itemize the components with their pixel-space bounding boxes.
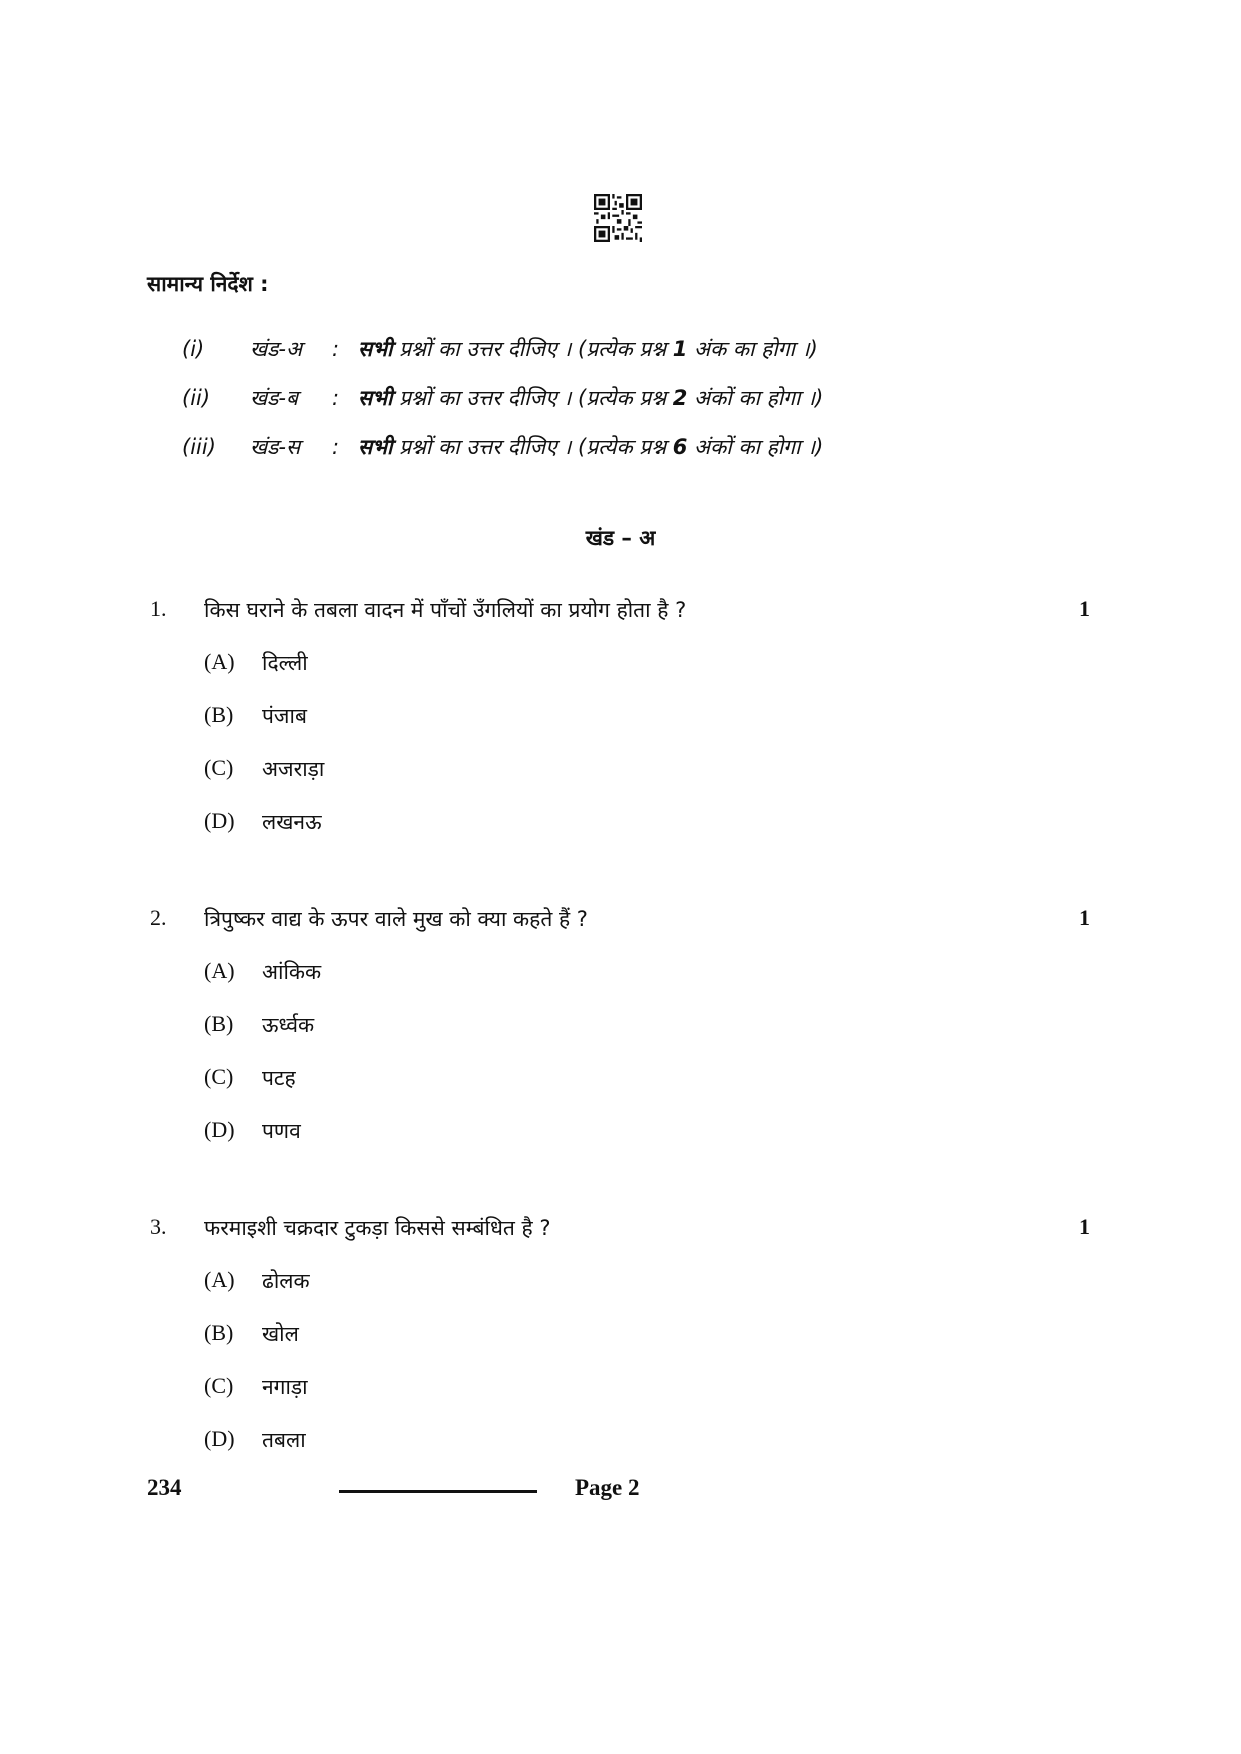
general-instructions-heading: सामान्य निर्देश : xyxy=(147,272,269,296)
option-label: (C) xyxy=(204,755,234,780)
question-number: 2. xyxy=(150,905,167,930)
option-a xyxy=(150,1267,1090,1297)
option-d xyxy=(150,1426,1090,1456)
option-label: (D) xyxy=(204,1117,235,1142)
page-number: Page 2 xyxy=(575,1475,640,1500)
instruction-marks: 6 xyxy=(672,435,688,459)
instruction-section: खंड-ब xyxy=(250,386,298,410)
instruction-bold: सभी xyxy=(358,435,393,459)
instruction-item xyxy=(182,335,818,363)
option-a xyxy=(150,958,1090,988)
option-text: पंजाब xyxy=(262,704,307,728)
instruction-marks: 1 xyxy=(672,337,688,361)
question-marks: 1 xyxy=(1079,1214,1090,1239)
instruction-number: (iii) xyxy=(182,435,216,459)
instruction-text-end: अंक का होगा ।) xyxy=(687,337,818,361)
question-marks: 1 xyxy=(1079,596,1090,621)
question-text: किस घराने के तबला वादन में पाँचों उँगलियों का प्रयोग होता है ? xyxy=(204,598,687,622)
instruction-text: प्रश्नों का उत्तर दीजिए । (प्रत्येक प्रश्न xyxy=(392,337,673,361)
option-a xyxy=(150,649,1090,679)
instruction-bold: सभी xyxy=(358,386,393,410)
option-label: (B) xyxy=(204,1011,234,1036)
paper-code: 234 xyxy=(147,1475,182,1500)
instruction-colon: : xyxy=(332,337,340,361)
option-text: लखनऊ xyxy=(262,810,322,834)
instruction-colon: : xyxy=(332,435,340,459)
instruction-number: (ii) xyxy=(182,386,211,410)
question-marks: 1 xyxy=(1079,905,1090,930)
instruction-colon: : xyxy=(332,386,340,410)
option-label: (D) xyxy=(204,1426,235,1451)
section-title: खंड – अ xyxy=(585,526,656,550)
instruction-text-end: अंकों का होगा ।) xyxy=(687,386,824,410)
instruction-text: प्रश्नों का उत्तर दीजिए । (प्रत्येक प्रश्न xyxy=(392,386,673,410)
option-text: नगाड़ा xyxy=(262,1375,308,1399)
option-text: अजराड़ा xyxy=(262,757,325,781)
qr-code-icon xyxy=(594,194,642,242)
option-text: आंकिक xyxy=(262,960,322,984)
question-number: 3. xyxy=(150,1214,167,1239)
option-label: (A) xyxy=(204,649,235,674)
question-text: त्रिपुष्कर वाद्य के ऊपर वाले मुख को क्या कहते हैं ? xyxy=(204,907,588,931)
instruction-item xyxy=(182,433,823,461)
question-line xyxy=(150,596,1090,626)
option-text: खोल xyxy=(262,1322,299,1346)
option-text: तबला xyxy=(262,1428,306,1452)
option-text: पणव xyxy=(262,1119,301,1143)
option-label: (D) xyxy=(204,808,235,833)
option-c xyxy=(150,1064,1090,1094)
question-2 xyxy=(150,905,1090,1147)
footer-divider xyxy=(339,1490,537,1493)
option-c xyxy=(150,755,1090,785)
option-d xyxy=(150,1117,1090,1147)
question-3 xyxy=(150,1214,1090,1456)
option-text: पटह xyxy=(262,1066,296,1090)
instruction-number: (i) xyxy=(182,337,205,361)
option-b xyxy=(150,702,1090,732)
question-line xyxy=(150,1214,1090,1244)
option-label: (A) xyxy=(204,958,235,983)
option-label: (C) xyxy=(204,1064,234,1089)
option-text: दिल्ली xyxy=(262,651,308,675)
instruction-item xyxy=(182,384,823,412)
option-b xyxy=(150,1011,1090,1041)
instruction-marks: 2 xyxy=(672,386,688,410)
question-line xyxy=(150,905,1090,935)
option-label: (B) xyxy=(204,702,234,727)
option-b xyxy=(150,1320,1090,1350)
option-label: (C) xyxy=(204,1373,234,1398)
option-c xyxy=(150,1373,1090,1403)
instruction-section: खंड-अ xyxy=(250,337,303,361)
question-1 xyxy=(150,596,1090,838)
instruction-bold: सभी xyxy=(358,337,393,361)
option-text: ढोलक xyxy=(262,1269,310,1293)
option-d xyxy=(150,808,1090,838)
instruction-section: खंड-स xyxy=(250,435,301,459)
instruction-text-end: अंकों का होगा ।) xyxy=(687,435,824,459)
option-label: (A) xyxy=(204,1267,235,1292)
question-number: 1. xyxy=(150,596,167,621)
instruction-text: प्रश्नों का उत्तर दीजिए । (प्रत्येक प्रश्न xyxy=(392,435,673,459)
question-text: फरमाइशी चक्रदार टुकड़ा किससे सम्बंधित है ? xyxy=(204,1216,551,1240)
option-text: ऊर्ध्वक xyxy=(262,1013,315,1037)
option-label: (B) xyxy=(204,1320,234,1345)
